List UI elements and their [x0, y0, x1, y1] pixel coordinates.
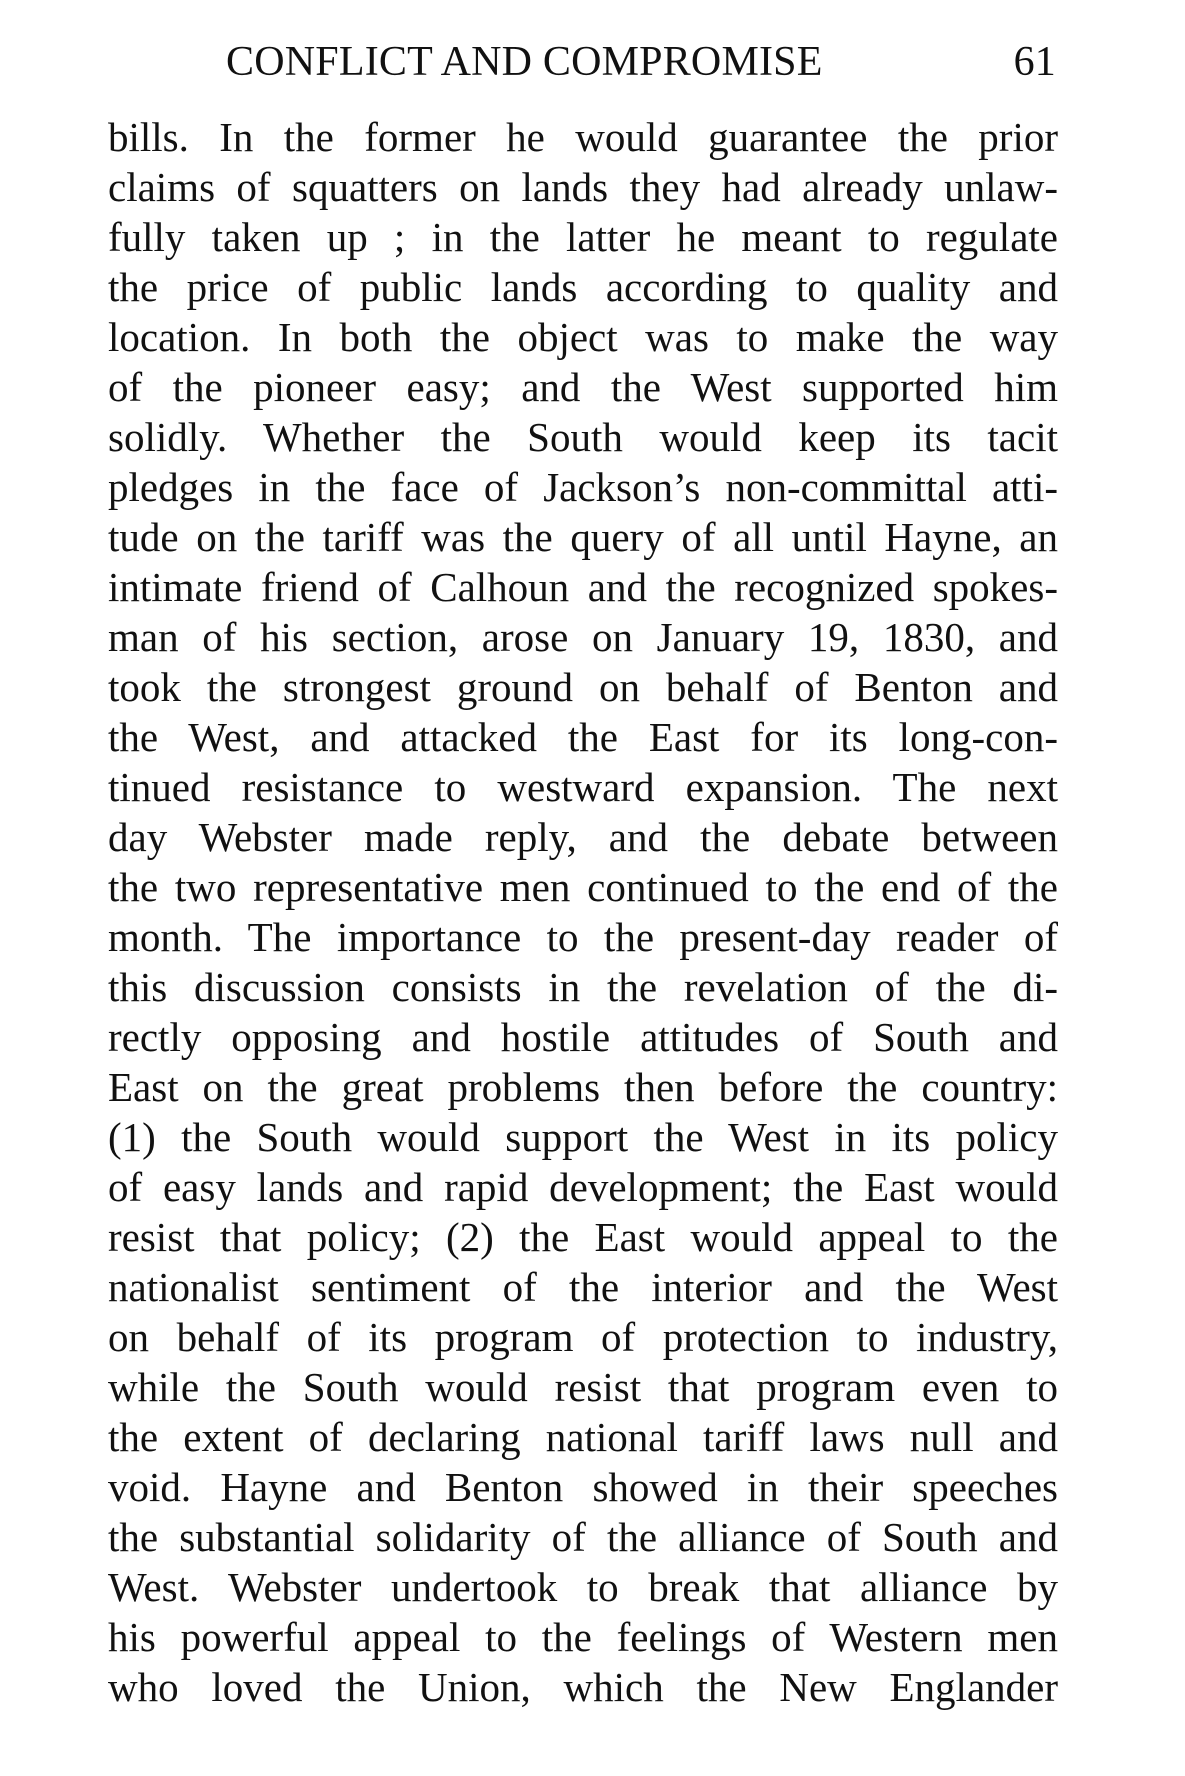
text-line: resist that policy; (2) the East would appeal to the: [108, 1214, 1058, 1260]
body-text: [108, 112, 1058, 1712]
text-line: solidly. Whether the South would keep its tacit: [108, 414, 1058, 460]
text-line: tinued resistance to westward expansion. The next: [108, 764, 1058, 810]
text-line: the price of public lands according to quality and: [108, 264, 1058, 310]
text-line: claims of squatters on lands they had already unlaw-: [108, 164, 1058, 210]
text-line: East on the great problems then before the country:: [108, 1064, 1058, 1110]
text-line: the substantial solidarity of the alliance of South and: [108, 1514, 1058, 1560]
text-line: month. The importance to the present-day reader of: [108, 914, 1058, 960]
text-line: fully taken up ; in the latter he meant to regulate: [108, 214, 1058, 260]
text-line: (1) the South would support the West in its policy: [108, 1114, 1058, 1160]
text-line: intimate friend of Calhoun and the recognized spokes-: [108, 564, 1058, 610]
running-header-title: CONFLICT AND COMPROMISE: [226, 39, 823, 85]
text-line: location. In both the object was to make the way: [108, 314, 1058, 360]
text-line: the extent of declaring national tariff laws null and: [108, 1414, 1058, 1460]
text-line: the West, and attacked the East for its long-con-: [108, 714, 1058, 760]
text-line: man of his section, arose on January 19, 1830, and: [108, 614, 1058, 660]
text-line: his powerful appeal to the feelings of Western men: [108, 1614, 1058, 1660]
text-line: of easy lands and rapid development; the East would: [108, 1164, 1058, 1210]
text-line: pledges in the face of Jackson’s non-committal atti-: [108, 464, 1058, 510]
running-header: [226, 38, 1056, 98]
text-line: nationalist sentiment of the interior and the West: [108, 1264, 1058, 1310]
text-line: rectly opposing and hostile attitudes of South and: [108, 1014, 1058, 1060]
page-number: 61: [1013, 39, 1056, 85]
text-line: the two representative men continued to the end of the: [108, 864, 1058, 910]
text-line: void. Hayne and Benton showed in their speeches: [108, 1464, 1058, 1510]
text-line: day Webster made reply, and the debate between: [108, 814, 1058, 860]
text-line: this discussion consists in the revelation of the di-: [108, 964, 1058, 1010]
text-line: tude on the tariff was the query of all until Hayne, an: [108, 514, 1058, 560]
text-line: bills. In the former he would guarantee the prior: [108, 114, 1058, 160]
text-line: on behalf of its program of protection to industry,: [108, 1314, 1058, 1360]
text-line: who loved the Union, which the New Englander: [108, 1664, 1058, 1710]
text-line: took the strongest ground on behalf of Benton and: [108, 664, 1058, 710]
text-line: of the pioneer easy; and the West supported him: [108, 364, 1058, 410]
text-line: West. Webster undertook to break that alliance by: [108, 1564, 1058, 1610]
text-line: while the South would resist that program even to: [108, 1364, 1058, 1410]
